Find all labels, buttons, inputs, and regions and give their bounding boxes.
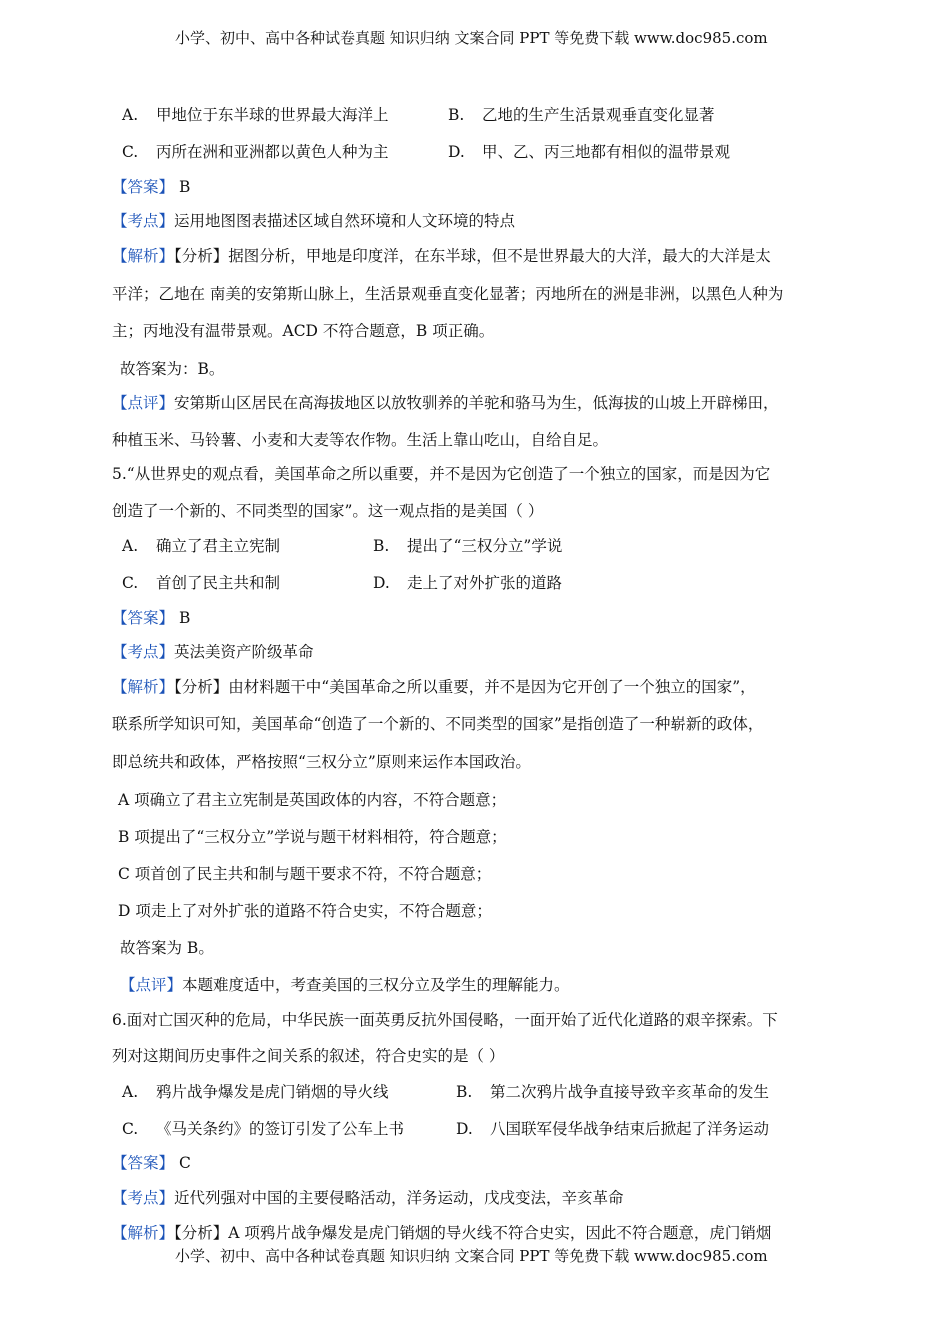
q5-option-a-text: 确立了君主立宪制 [156, 537, 281, 555]
q5-option-d-letter: D. [373, 574, 390, 592]
q4-option-c-text: 丙所在洲和亚洲都以黄色人种为主 [156, 143, 389, 161]
q4-option-d-letter: D. [448, 143, 465, 161]
q6-option-a-text: 鸦片战争爆发是虎门销烟的导火线 [156, 1083, 389, 1101]
q4-option-b [448, 105, 715, 125]
q6-option-c-text: 《马关条约》的签订引发了公车上书 [156, 1120, 405, 1138]
q4-option-a-text: 甲地位于东半球的世界最大海洋上 [156, 106, 389, 124]
q6-option-a-letter: A. [122, 1083, 139, 1101]
q5-option-b-letter: B. [373, 537, 390, 555]
answer-label: 【答案】 [112, 178, 175, 196]
q6-answer-value: C [178, 1154, 191, 1172]
q5-analysis-line-3: 即总统共和政体，严格按照“三权分立”原则来运作本国政治。 [112, 753, 531, 771]
q4-conclusion: 故答案为：B。 [120, 360, 225, 378]
q6-analysis-text-1: 【分析】A 项鸦片战争爆发是虎门销烟的导火线不符合史实，因此不符合题意，虎门销烟 [174, 1224, 772, 1242]
q4-analysis-line-3: 主；丙地没有温带景观。ACD 不符合题意，B 项正确。 [112, 322, 495, 340]
q4-point-text: 运用地图图表描述区域自然环境和人文环境的特点 [174, 212, 516, 230]
page-header: 小学、初中、高中各种试卷真题 知识归纳 文案合同 PPT 等免费下载 www.doc985.com [175, 29, 768, 47]
q5-option-a [122, 536, 280, 556]
q6-point [112, 1188, 624, 1208]
q5-analysis-line-2: 联系所学知识可知，美国革命“创造了一个新的、不同类型的国家”是指创造了一种崭新的政体， [112, 715, 764, 733]
review-label: 【点评】 [120, 976, 183, 994]
q5-review-text: 本题难度适中，考查美国的三权分立及学生的理解能力。 [182, 976, 570, 994]
q5-option-c-letter: C. [122, 574, 139, 592]
q6-answer [112, 1153, 191, 1173]
q4-analysis-line-1 [112, 246, 771, 266]
q5-option-d-text: 走上了对外扩张的道路 [407, 574, 563, 592]
q6-option-d [456, 1119, 769, 1139]
point-label: 【考点】 [112, 212, 175, 230]
answer-label: 【答案】 [112, 1154, 175, 1172]
q4-review-line-1 [112, 393, 779, 413]
q5-answer-value: B [178, 609, 191, 627]
q4-option-d [448, 142, 730, 162]
q5-stem-line-1: 5.“从世界史的观点看，美国革命之所以重要，并不是因为它创造了一个独立的国家，而是因为它 [112, 465, 771, 483]
q4-analysis-line-2: 平洋；乙地在 南美的安第斯山脉上，生活景观垂直变化显著；丙地所在的洲是非洲，以黑色人种为 [112, 285, 784, 303]
q6-option-b-letter: B. [456, 1083, 473, 1101]
analysis-label: 【解析】 [112, 247, 175, 265]
q6-option-d-text: 八国联军侵华战争结束后掀起了洋务运动 [490, 1120, 770, 1138]
point-label: 【考点】 [112, 643, 175, 661]
q4-option-a-letter: A. [122, 106, 139, 124]
q6-option-c [122, 1119, 404, 1139]
q5-analysis-text-1: 【分析】由材料题干中“美国革命之所以重要，并不是因为它开创了一个独立的国家”， [174, 678, 756, 696]
q5-point [112, 642, 314, 662]
point-label: 【考点】 [112, 1189, 175, 1207]
q4-option-c-letter: C. [122, 143, 139, 161]
q6-stem-line-2: 列对这期间历史事件之间关系的叙述，符合史实的是（ ） [112, 1047, 505, 1065]
q6-analysis-line-1 [112, 1223, 771, 1243]
q5-option-d [373, 573, 562, 593]
q5-conclusion: 故答案为 B。 [120, 939, 214, 957]
q5-option-a-letter: A. [122, 537, 139, 555]
q5-option-b-text: 提出了“三权分立”学说 [407, 537, 563, 555]
q6-point-text: 近代列强对中国的主要侵略活动，洋务运动，戊戌变法，辛亥革命 [174, 1189, 624, 1207]
answer-label: 【答案】 [112, 609, 175, 627]
q6-stem-line-1: 6.面对亡国灭种的危局，中华民族一面英勇反抗外国侵略，一面开始了近代化道路的艰辛探索。下 [112, 1011, 778, 1029]
q5-analysis-line-7: D 项走上了对外扩张的道路不符合史实，不符合题意； [118, 902, 492, 920]
q4-review-text-1: 安第斯山区居民在高海拔地区以放牧驯养的羊驼和骆马为生，低海拔的山坡上开辟梯田， [174, 394, 779, 412]
q5-point-text: 英法美资产阶级革命 [174, 643, 314, 661]
q5-stem-line-2: 创造了一个新的、不同类型的国家”。这一观点指的是美国（ ） [112, 502, 544, 520]
q5-review [120, 975, 570, 995]
analysis-label: 【解析】 [112, 678, 175, 696]
q5-analysis-line-4: A 项确立了君主立宪制是英国政体的内容，不符合题意； [118, 791, 507, 809]
q5-answer [112, 608, 190, 628]
q5-analysis-line-6: C 项首创了民主共和制与题干要求不符，不符合题意； [118, 865, 492, 883]
q5-option-c [122, 573, 280, 593]
q4-analysis-text-1: 【分析】据图分析，甲地是印度洋，在东半球，但不是世界最大的大洋，最大的大洋是太 [174, 247, 771, 265]
q5-option-c-text: 首创了民主共和制 [156, 574, 281, 592]
q5-option-b [373, 536, 562, 556]
review-label: 【点评】 [112, 394, 175, 412]
analysis-label: 【解析】 [112, 1224, 175, 1242]
q4-option-a [122, 105, 389, 125]
q4-option-b-text: 乙地的生产生活景观垂直变化显著 [482, 106, 715, 124]
q4-answer [112, 177, 190, 197]
q5-analysis-line-5: B 项提出了“三权分立”学说与题干材料相符，符合题意； [118, 828, 507, 846]
q4-option-b-letter: B. [448, 106, 465, 124]
q4-answer-value: B [178, 178, 191, 196]
q6-option-b [456, 1082, 769, 1102]
q6-option-c-letter: C. [122, 1120, 139, 1138]
q5-analysis-line-1 [112, 677, 756, 697]
q4-point [112, 211, 515, 231]
q6-option-d-letter: D. [456, 1120, 473, 1138]
q6-option-b-text: 第二次鸦片战争直接导致辛亥革命的发生 [490, 1083, 770, 1101]
q6-option-a [122, 1082, 389, 1102]
q4-review-line-2: 种植玉米、马铃薯、小麦和大麦等农作物。生活上靠山吃山，自给自足。 [112, 431, 609, 449]
q4-option-d-text: 甲、乙、丙三地都有相似的温带景观 [482, 143, 731, 161]
page-footer: 小学、初中、高中各种试卷真题 知识归纳 文案合同 PPT 等免费下载 www.doc985.com [175, 1247, 768, 1265]
q4-option-c [122, 142, 389, 162]
